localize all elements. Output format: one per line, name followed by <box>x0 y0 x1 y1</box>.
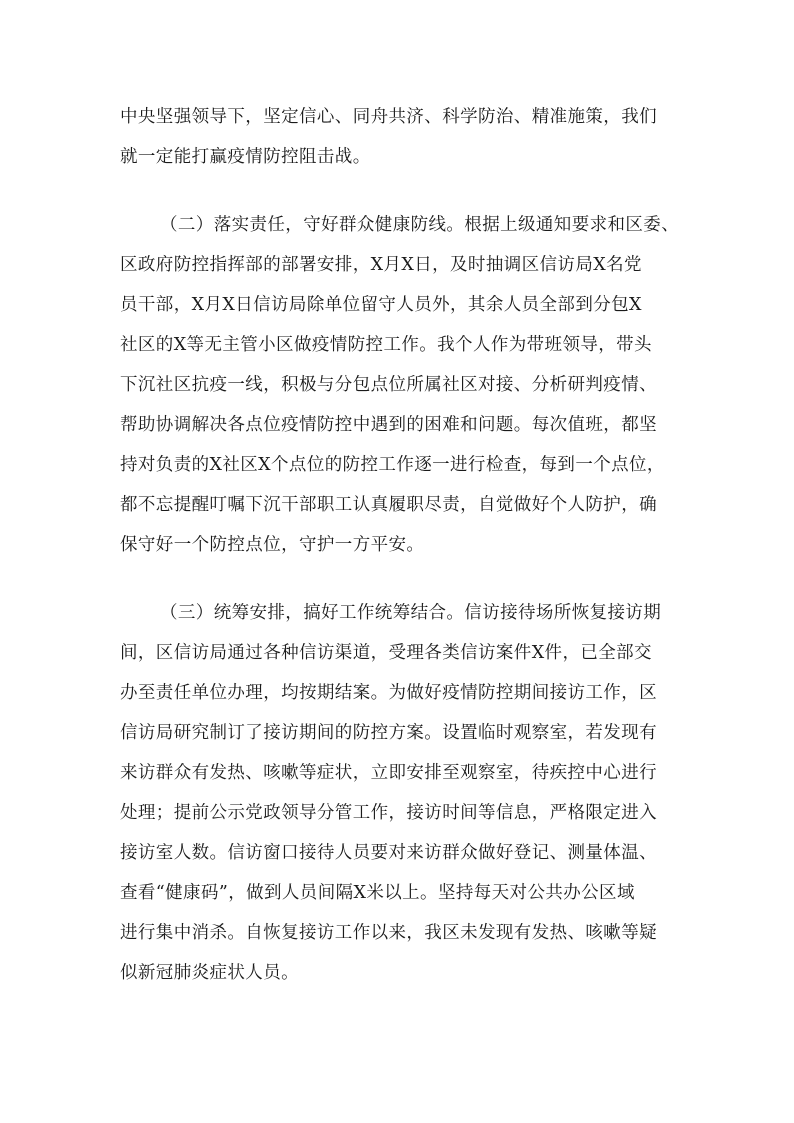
text-line: 接访室人数。信访窗口接待人员要对来访群众做好登记、测量体温、 <box>120 843 657 863</box>
text-line: 区政府防控指挥部的部署安排，X月X日，及时抽调区信访局X名党 <box>120 255 642 275</box>
paragraph-section-2 <box>120 205 680 565</box>
text-line: 社区的X等无主管小区做疫情防控工作。我个人作为带班领导，带头 <box>120 335 652 355</box>
text-line: 来访群众有发热、咳嗽等症状，立即安排至观察室，待疾控中心进行 <box>120 763 657 783</box>
text-line: （三）统筹安排，搞好工作统筹结合。信访接待场所恢复接访期 <box>160 603 662 623</box>
text-line: 持对负责的X社区X个点位的防控工作逐一进行检查，每到一个点位， <box>120 455 665 475</box>
paragraph-continuation <box>120 97 680 177</box>
text-line: 都不忘提醒叮嘱下沉干部职工认真履职尽责，自觉做好个人防护，确 <box>120 495 657 515</box>
paragraph-section-3 <box>120 593 680 993</box>
text-line: 进行集中消杀。自恢复接访工作以来，我区未发现有发热、咳嗽等疑 <box>120 923 657 943</box>
text-line: 员干部，X月X日信访局除单位留守人员外，其余人员全部到分包X <box>120 295 642 315</box>
text-line: 处理；提前公示党政领导分管工作，接访时间等信息，严格限定进入 <box>120 803 657 823</box>
text-line: 保守好一个防控点位，守护一方平安。 <box>120 535 425 555</box>
text-line: （二）落实责任，守好群众健康防线。根据上级通知要求和区委、 <box>160 215 680 235</box>
text-line: 信访局研究制订了接访期间的防控方案。设置临时观察室，若发现有 <box>120 723 657 743</box>
text-line: 下沉社区抗疫一线，积极与分包点位所属社区对接、分析研判疫情、 <box>120 375 657 395</box>
text-line: 办至责任单位办理，均按期结案。为做好疫情防控期间接访工作，区 <box>120 683 657 703</box>
text-line: 间，区信访局通过各种信访渠道，受理各类信访案件X件，已全部交 <box>120 643 652 663</box>
text-line: 帮助协调解决各点位疫情防控中遇到的困难和问题。每次值班，都坚 <box>120 415 657 435</box>
text-line: 中央坚强领导下，坚定信心、同舟共济、科学防治、精准施策，我们 <box>120 107 657 127</box>
text-line: 查看“健康码”，做到人员间隔X米以上。坚持每天对公共办公区域 <box>120 883 635 903</box>
text-line: 就一定能打赢疫情防控阻击战。 <box>120 147 371 167</box>
text-line: 似新冠肺炎症状人员。 <box>120 963 299 983</box>
